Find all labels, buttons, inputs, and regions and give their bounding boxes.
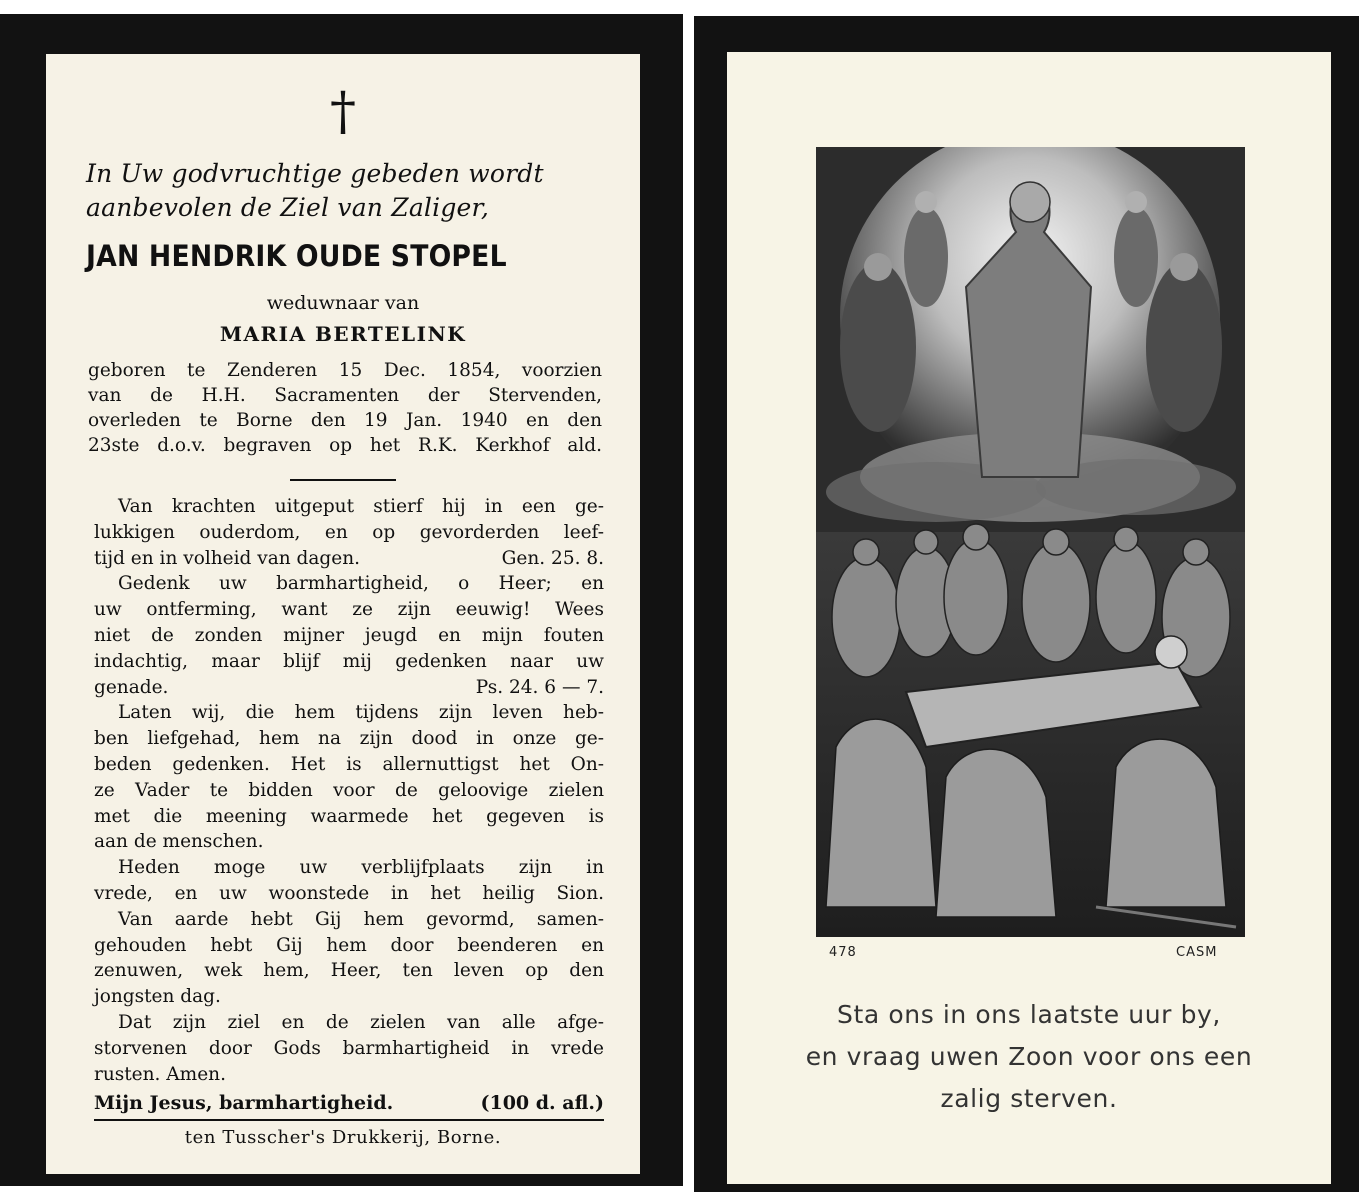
verse-line bbox=[94, 675, 604, 701]
prayer-text bbox=[727, 994, 1331, 1120]
deceased-name: JAN HENDRIK OUDE STOPEL bbox=[86, 239, 507, 273]
widower-of-label: weduwnaar van bbox=[266, 292, 420, 314]
verse-line: Gedenk uw barmhartigheid, o Heer; en bbox=[118, 573, 604, 595]
bio-line: geboren te Zenderen 15 Dec. 1854, voorzien bbox=[88, 360, 602, 381]
engraving-illustration bbox=[816, 147, 1245, 937]
prayer-line-2: en vraag uwen Zoon voor ons een bbox=[805, 1042, 1253, 1071]
bio-line: overleden te Borne den 19 Jan. 1940 en den bbox=[88, 410, 602, 431]
verse-reference: Ps. 24. 6 — 7. bbox=[475, 676, 604, 698]
memorial-card-text-side bbox=[0, 14, 683, 1186]
bio-line: 23ste d.o.v. begraven op het R.K. Kerkhof ald. bbox=[88, 435, 602, 456]
intro-line-1: In Uw godvruchtige gebeden wordt bbox=[86, 159, 544, 188]
verse-line: Dat zijn ziel en de zielen van alle afge- bbox=[118, 1011, 604, 1033]
angel-left bbox=[840, 262, 916, 432]
verse-line: ben liefgehad, hem na zijn dood in onze ge- bbox=[94, 728, 604, 750]
printer-credit: ten Tusscher's Drukkerij, Borne. bbox=[184, 1127, 502, 1148]
verse-line: Heden moge uw verblijfplaats zijn in bbox=[118, 857, 604, 879]
verse-line: lukkigen ouderdom, en op gevorderden leef- bbox=[94, 521, 604, 543]
footer-rule bbox=[94, 1119, 604, 1121]
indulgence-note: (100 d. afl.) bbox=[480, 1092, 604, 1114]
verse-text: tijd en in volheid van dagen. bbox=[94, 547, 361, 569]
verse-reference: Gen. 25. 8. bbox=[501, 547, 604, 569]
picture-number: 478 bbox=[829, 945, 857, 960]
scripture-verses bbox=[94, 494, 604, 1087]
memorial-card-image-side bbox=[694, 16, 1359, 1192]
spouse-name: MARIA BERTELINK bbox=[219, 322, 467, 346]
divider-rule bbox=[290, 479, 396, 481]
verse-line: indachtig, maar blijf mij gedenken naar uw bbox=[94, 650, 604, 672]
verse-line: aan de menschen. bbox=[94, 831, 264, 853]
verse-line: gehouden hebt Gij hem door beenderen en bbox=[94, 934, 604, 956]
prayer-line-3: zalig sterven. bbox=[940, 1084, 1118, 1113]
bio-line: van de H.H. Sacramenten der Stervenden, bbox=[88, 385, 602, 406]
prayer-line-1: Sta ons in ons laatste uur by, bbox=[837, 1000, 1221, 1029]
verse-line: rusten. Amen. bbox=[94, 1063, 226, 1085]
cross-icon: † bbox=[330, 82, 356, 142]
verse-line: beden gedenken. Het is allernuttigst het On- bbox=[94, 753, 604, 775]
closing-prayer-text: Mijn Jesus, barmhartigheid. bbox=[94, 1092, 394, 1114]
closing-prayer bbox=[94, 1092, 604, 1114]
verse-line: uw ontferming, want ze zijn eeuwig! Wees bbox=[94, 599, 604, 621]
verse-line bbox=[94, 546, 604, 572]
religious-engraving-image bbox=[816, 147, 1245, 937]
verse-line: ze Vader te bidden voor de geloovige zielen bbox=[94, 779, 604, 801]
angel-right bbox=[1146, 262, 1222, 432]
intro-text bbox=[86, 157, 606, 225]
verse-line: niet de zonden mijner jeugd en mijn fouten bbox=[94, 624, 604, 646]
biography bbox=[88, 358, 602, 458]
verse-line: storvenen door Gods barmhartigheid in vrede bbox=[94, 1037, 604, 1059]
verse-line: Van krachten uitgeput stierf hij in een ge- bbox=[118, 496, 604, 517]
verse-text: genade. bbox=[94, 676, 169, 698]
card-paper-left bbox=[46, 54, 640, 1174]
verse-line: Laten wij, die hem tijdens zijn leven heb- bbox=[118, 702, 604, 724]
intro-line-2: aanbevolen de Ziel van Zaliger, bbox=[86, 193, 490, 222]
verse-line: met die meening waarmede het gegeven is bbox=[94, 805, 604, 827]
card-paper-right bbox=[727, 52, 1331, 1184]
verse-line: zenuwen, wek hem, Heer, ten leven op den bbox=[94, 960, 604, 982]
verse-line: jongsten dag. bbox=[94, 986, 221, 1008]
verse-line: vrede, en uw woonstede in het heilig Sion. bbox=[94, 882, 604, 904]
verse-line: Van aarde hebt Gij hem gevormd, samen- bbox=[118, 908, 604, 930]
publisher-mark: CASM bbox=[1176, 945, 1218, 960]
